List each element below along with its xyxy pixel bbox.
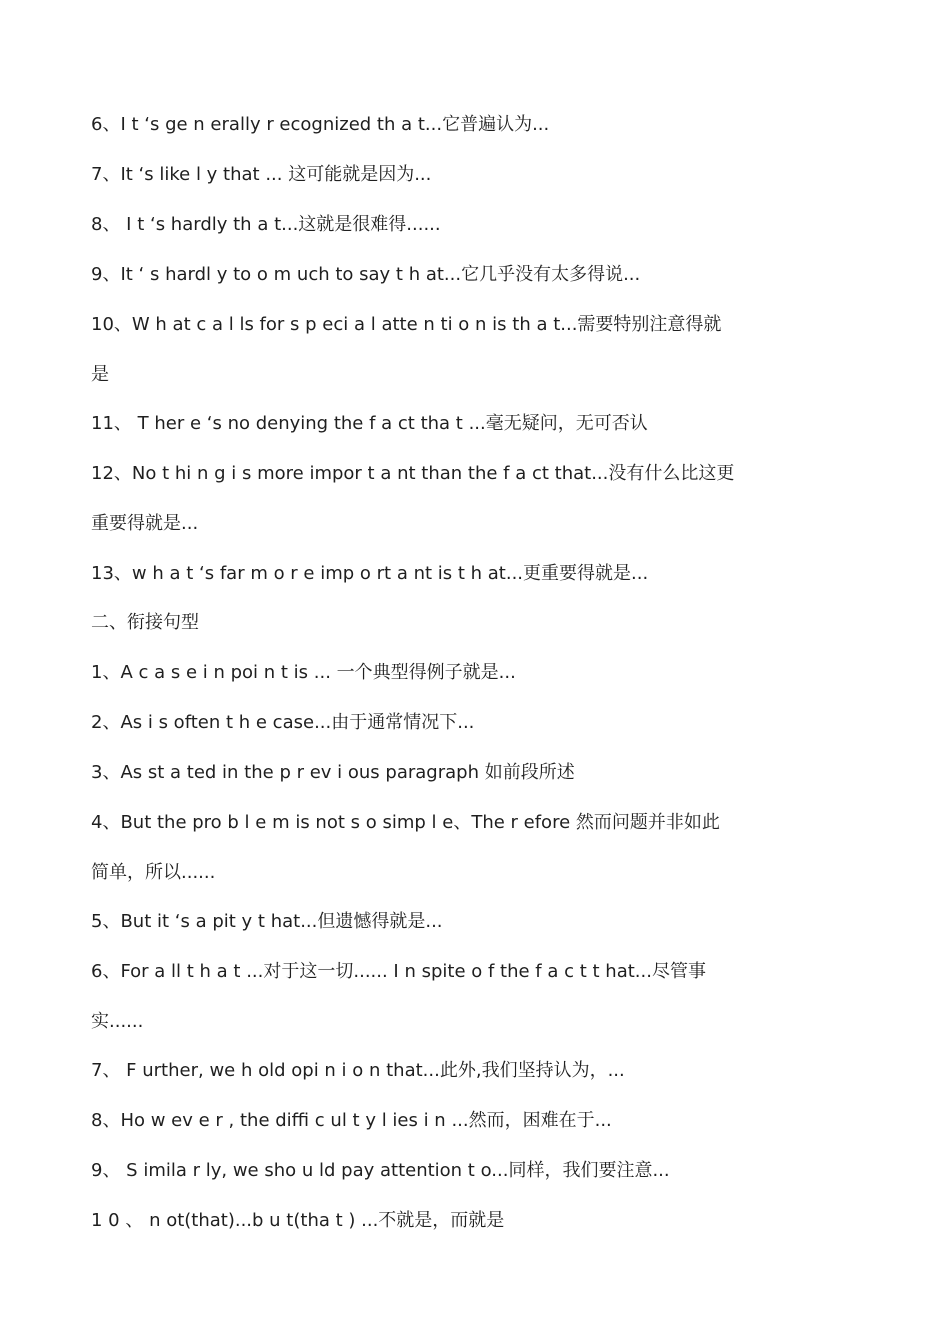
- transition-line-4-continued: 简单，所以......: [91, 862, 216, 883]
- transition-line-10: 1 0 、 n ot(that)...b u t(tha t ) ...不就是，而就是: [91, 1210, 505, 1231]
- transition-line-1: 1、A c a s e i n poi n t is ... 一个典型得例子就是...: [91, 662, 516, 683]
- transition-line-6-continued: 实......: [91, 1011, 144, 1032]
- transition-line-4: 4、But the pro b l e m is not s o simp l e、The r efore 然而问题并非如此: [91, 812, 720, 833]
- phrase-line-11: 11、 T her e ‘s no denying the f a ct tha t ...毫无疑问，无可否认: [91, 413, 648, 434]
- phrase-line-10: 10、W h at c a l ls for s p eci a l atte n ti o n is th a t...需要特别注意得就: [91, 314, 722, 335]
- phrase-line-9: 9、It ‘ s hardl y to o m uch to say t h at...它几乎没有太多得说...: [91, 264, 641, 285]
- phrase-line-6: 6、I t ‘s ge n erally r ecognized th a t...它普遍认为...: [91, 114, 550, 135]
- transition-line-5: 5、But it ‘s a pit y t hat...但遗憾得就是...: [91, 911, 443, 932]
- transition-line-8: 8、Ho w ev e r , the diffi c ul t y l ies i n ...然而，困难在于...: [91, 1110, 612, 1131]
- phrase-line-12-continued: 重要得就是...: [91, 513, 199, 534]
- transition-line-3: 3、As st a ted in the p r ev i ous paragraph 如前段所述: [91, 762, 575, 783]
- phrase-line-12: 12、No t hi n g i s more impor t a nt than the f a ct that...没有什么比这更: [91, 463, 735, 484]
- transition-line-6: 6、For a ll t h a t ...对于这一切...... I n spite o f the f a c t t hat...尽管事: [91, 961, 706, 982]
- transition-line-2: 2、As i s often t h e case...由于通常情况下...: [91, 712, 475, 733]
- section-heading-transition-patterns: 二、衔接句型: [91, 612, 199, 633]
- phrase-line-13: 13、w h a t ‘s far m o r e imp o rt a nt is t h at...更重要得就是...: [91, 563, 649, 584]
- transition-line-9: 9、 S imila r ly, we sho u ld pay attention t o...同样，我们要注意...: [91, 1160, 670, 1181]
- phrase-line-10-continued: 是: [91, 364, 109, 385]
- phrase-line-8: 8、 I t ‘s hardly th a t...这就是很难得......: [91, 214, 441, 235]
- transition-line-7: 7、 F urther, we h old opi n i o n that...此外,我们坚持认为，...: [91, 1060, 625, 1081]
- phrase-line-7: 7、It ‘s like l y that ... 这可能就是因为...: [91, 164, 432, 185]
